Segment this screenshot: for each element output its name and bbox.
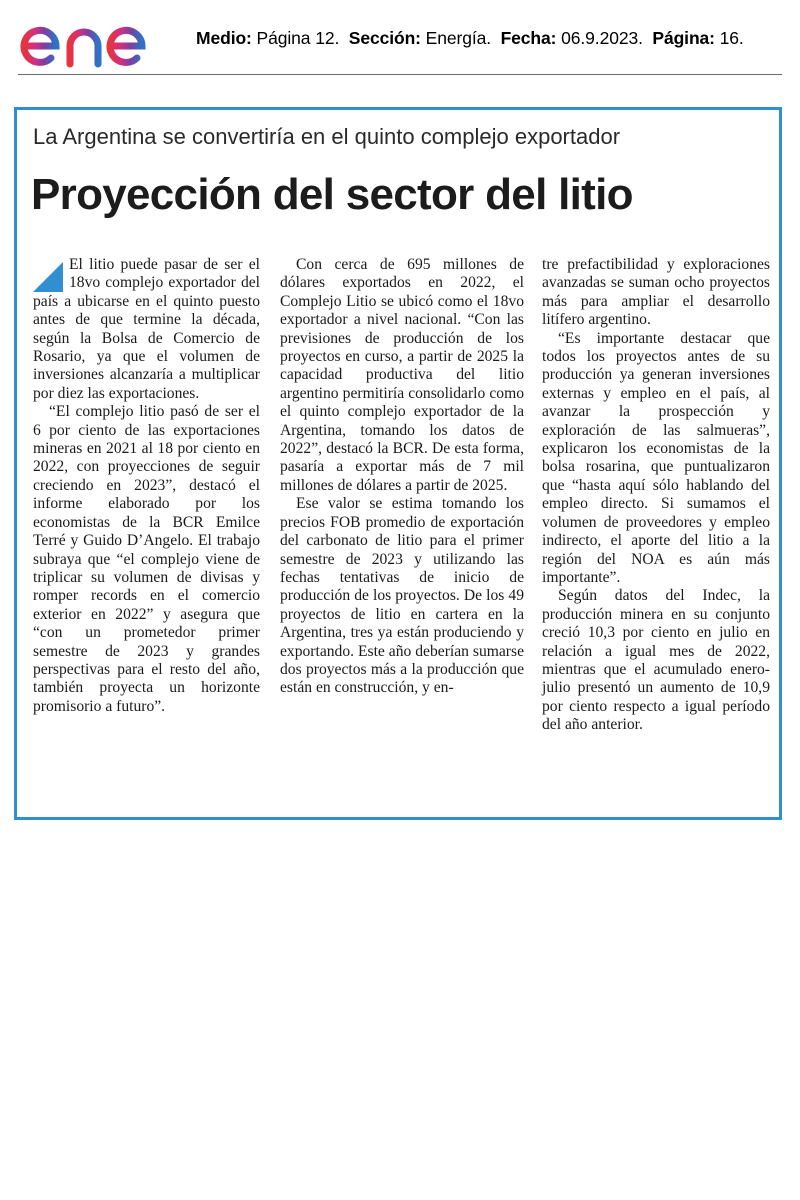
pagina-label: Página: xyxy=(652,28,715,48)
medio-value: Página 12. xyxy=(256,28,340,48)
fecha-label: Fecha: xyxy=(500,28,557,48)
paragraph-text: El litio puede pasar de ser el 18vo complejo exportador del país a ubicarse en el quinto puesto antes de que termine la década, según la Bolsa de Comercio de Rosario, ya que el volumen de inversiones alcanzaría a multiplicar por diez las exportaciones. xyxy=(33,256,260,402)
article-kicker: La Argentina se convertiría en el quinto complejo exportador xyxy=(33,124,621,149)
paragraph: Según datos del Indec, la producción minera en su conjunto creció 10,3 por ciento en julio en relación a igual mes de 2022, mientras que el acumulado enero-julio presentó un aumento de 10,9 por ciento respecto a igual período del año anterior. xyxy=(542,587,770,734)
paragraph: Con cerca de 695 millones de dólares exportados en 2022, el Complejo Litio se ubicó como el 18vo exportador a nivel nacional. “Con las previsiones de producción de los proyectos en curso, a partir de 2025 la capacidad productiva del litio argentino permitiría consolidarlo como el quinto complejo exportador de la Argentina, tomando los datos de 2022”, destacó la BCR. De esta forma, pasaría a exportar más de 7 mil millones de dólares a partir de 2025. xyxy=(280,256,524,494)
enel-logo xyxy=(18,6,180,68)
paragraph xyxy=(33,256,260,403)
seccion-label: Sección: xyxy=(348,28,421,48)
paragraph: tre prefactibilidad y exploraciones avanzadas se suman ocho proyectos más para ampliar el desarrollo litífero argentino. xyxy=(542,256,770,329)
paragraph: “El complejo litio pasó de ser el 6 por ciento de las exportaciones mineras en 2021 al 18 por ciento en 2022, con proyecciones de seguir creciendo en 2023”, destacó el informe elaborado por los economistas de la BCR Emilce Terré y Guido D’Angelo. El trabajo subraya que “el complejo viene de triplicar su volumen de divisas y romper records en el comercio exterior en 2022” y asegura que “con un prometedor primer semestre de 2023 y grandes perspectivas para el resto del año, también proyecta un horizonte promisorio a futuro”. xyxy=(33,403,260,715)
paragraph: “Es importante destacar que todos los proyectos antes de su producción ya generan inversiones externas y empleo en el país, al avanzar la prospección y exploración de las salmueras”, explicaron los economistas de la bolsa rosarina, que puntualizaron que “hasta aquí sólo hablando del empleo directo. Si sumamos el volumen de proveedores y empleo indirecto, el aporte del litio a la región del NOA es aún más importante”. xyxy=(542,329,770,586)
article-column-1 xyxy=(33,256,260,716)
header-divider xyxy=(18,74,782,75)
article-clipping xyxy=(14,107,782,820)
publication-meta xyxy=(196,28,792,49)
medio-label: Medio: xyxy=(196,28,252,48)
article-column-3 xyxy=(542,256,770,735)
pagina-value: 16. xyxy=(719,28,744,48)
seccion-value: Energía. xyxy=(425,28,492,48)
triangle-marker-icon xyxy=(33,262,63,292)
article-headline: Proyección del sector del litio xyxy=(31,170,633,219)
paragraph: Ese valor se estima tomando los precios FOB promedio de exportación del carbonato de litio para el primer semestre de 2023 y utilizando las fechas tentativas de inicio de producción de los proyectos. De los 49 proyectos de litio en cartera en la Argentina, tres ya están produciendo y exportando. Este año deberían sumarse dos proyectos más a la producción que están en construcción, y en- xyxy=(280,495,524,697)
article-column-2 xyxy=(280,256,524,698)
fecha-value: 06.9.2023. xyxy=(561,28,643,48)
